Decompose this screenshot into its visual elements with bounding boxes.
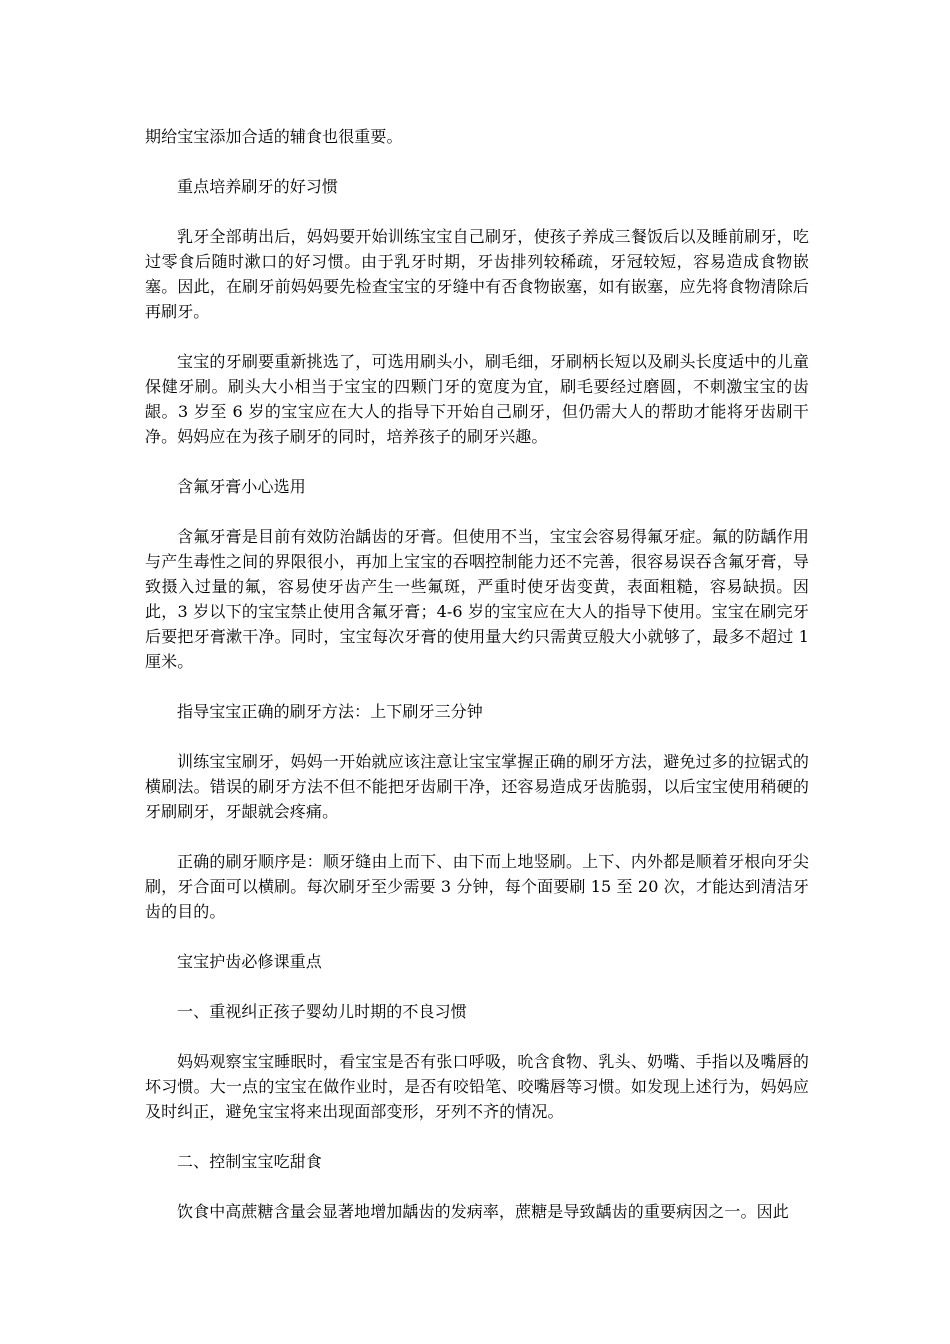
section-heading: 指导宝宝正确的刷牙方法：上下刷牙三分钟 [177, 702, 483, 721]
paragraph-gap [145, 724, 809, 749]
paragraph-gap [145, 924, 809, 949]
paragraph: 期给宝宝添加合适的辅食也很重要。 [145, 127, 403, 146]
paragraph: 含氟牙膏是目前有效防治龋齿的牙膏。但使用不当，宝宝会容易得氟牙症。氟的防龋作用与产生毒性之间的界限很小，再加上宝宝的吞咽控制能力还不完善，很容易误吞含氟牙膏，导致摄入过量的氟，容易使牙齿产生一些氟斑，严重时使牙齿变黄，表面粗糙，容易缺损。因此，3 岁以下的宝宝禁止使用含氟牙膏；4-6 岁的宝宝应在大人的指导下使用。宝宝在刷完牙后要把牙膏漱干净。同时，宝宝每次牙膏的使用量大约只需黄豆般大小就够了，最多不超过 1 厘米。 [145, 527, 809, 671]
section-heading: 一、重视纠正孩子婴幼儿时期的不良习惯 [177, 1002, 467, 1021]
section-heading: 宝宝护齿必修课重点 [177, 952, 322, 971]
paragraph-gap [145, 449, 809, 474]
paragraph: 训练宝宝刷牙，妈妈一开始就应该注意让宝宝掌握正确的刷牙方法，避免过多的拉锯式的横刷法。错误的刷牙方法不但不能把牙齿刷干净，还容易造成牙齿脆弱，以后宝宝使用稍硬的牙刷刷牙，牙龈就会疼痛。 [145, 752, 809, 821]
paragraph-gap [145, 824, 809, 849]
paragraph-gap [145, 1124, 809, 1149]
document-page [145, 124, 809, 1224]
paragraph: 乳牙全部萌出后，妈妈要开始训练宝宝自己刷牙，使孩子养成三餐饭后以及睡前刷牙，吃过零食后随时漱口的好习惯。由于乳牙时期，牙齿排列较稀疏，牙冠较短，容易造成食物嵌塞。因此，在刷牙前妈妈要先检查宝宝的牙缝中有否食物嵌塞，如有嵌塞，应先将食物清除后再刷牙。 [145, 227, 809, 321]
paragraph-gap [145, 149, 809, 174]
paragraph-gap [145, 324, 809, 349]
section-heading: 含氟牙膏小心选用 [177, 477, 306, 496]
section-heading: 重点培养刷牙的好习惯 [177, 177, 339, 196]
paragraph: 宝宝的牙刷要重新挑选了，可选用刷头小，刷毛细，牙刷柄长短以及刷头长度适中的儿童保健牙刷。刷头大小相当于宝宝的四颗门牙的宽度为宜，刷毛要经过磨圆，不刺激宝宝的齿龈。3 岁至 6 岁的宝宝应在大人的指导下开始自己刷牙，但仍需大人的帮助才能将牙齿刷干净。妈妈应在为孩子刷牙的同时，培养孩子的刷牙兴趣。 [145, 352, 809, 446]
paragraph: 正确的刷牙顺序是：顺牙缝由上而下、由下而上地竖刷。上下、内外都是顺着牙根向牙尖刷，牙合面可以横刷。每次刷牙至少需要 3 分钟，每个面要刷 15 至 20 次，才能达到清洁牙齿的目的。 [145, 852, 809, 921]
section-heading: 二、控制宝宝吃甜食 [177, 1152, 322, 1171]
paragraph: 妈妈观察宝宝睡眠时，看宝宝是否有张口呼吸，吮含食物、乳头、奶嘴、手指以及嘴唇的坏习惯。大一点的宝宝在做作业时，是否有咬铅笔、咬嘴唇等习惯。如发现上述行为，妈妈应及时纠正，避免宝宝将来出现面部变形，牙列不齐的情况。 [145, 1052, 809, 1121]
paragraph-gap [145, 974, 809, 999]
paragraph-gap [145, 1024, 809, 1049]
paragraph-gap [145, 1174, 809, 1199]
paragraph: 饮食中高蔗糖含量会显著地增加龋齿的发病率，蔗糖是导致龋齿的重要病因之一。因此 [177, 1202, 789, 1221]
paragraph-gap [145, 499, 809, 524]
paragraph-gap [145, 674, 809, 699]
paragraph-gap [145, 199, 809, 224]
